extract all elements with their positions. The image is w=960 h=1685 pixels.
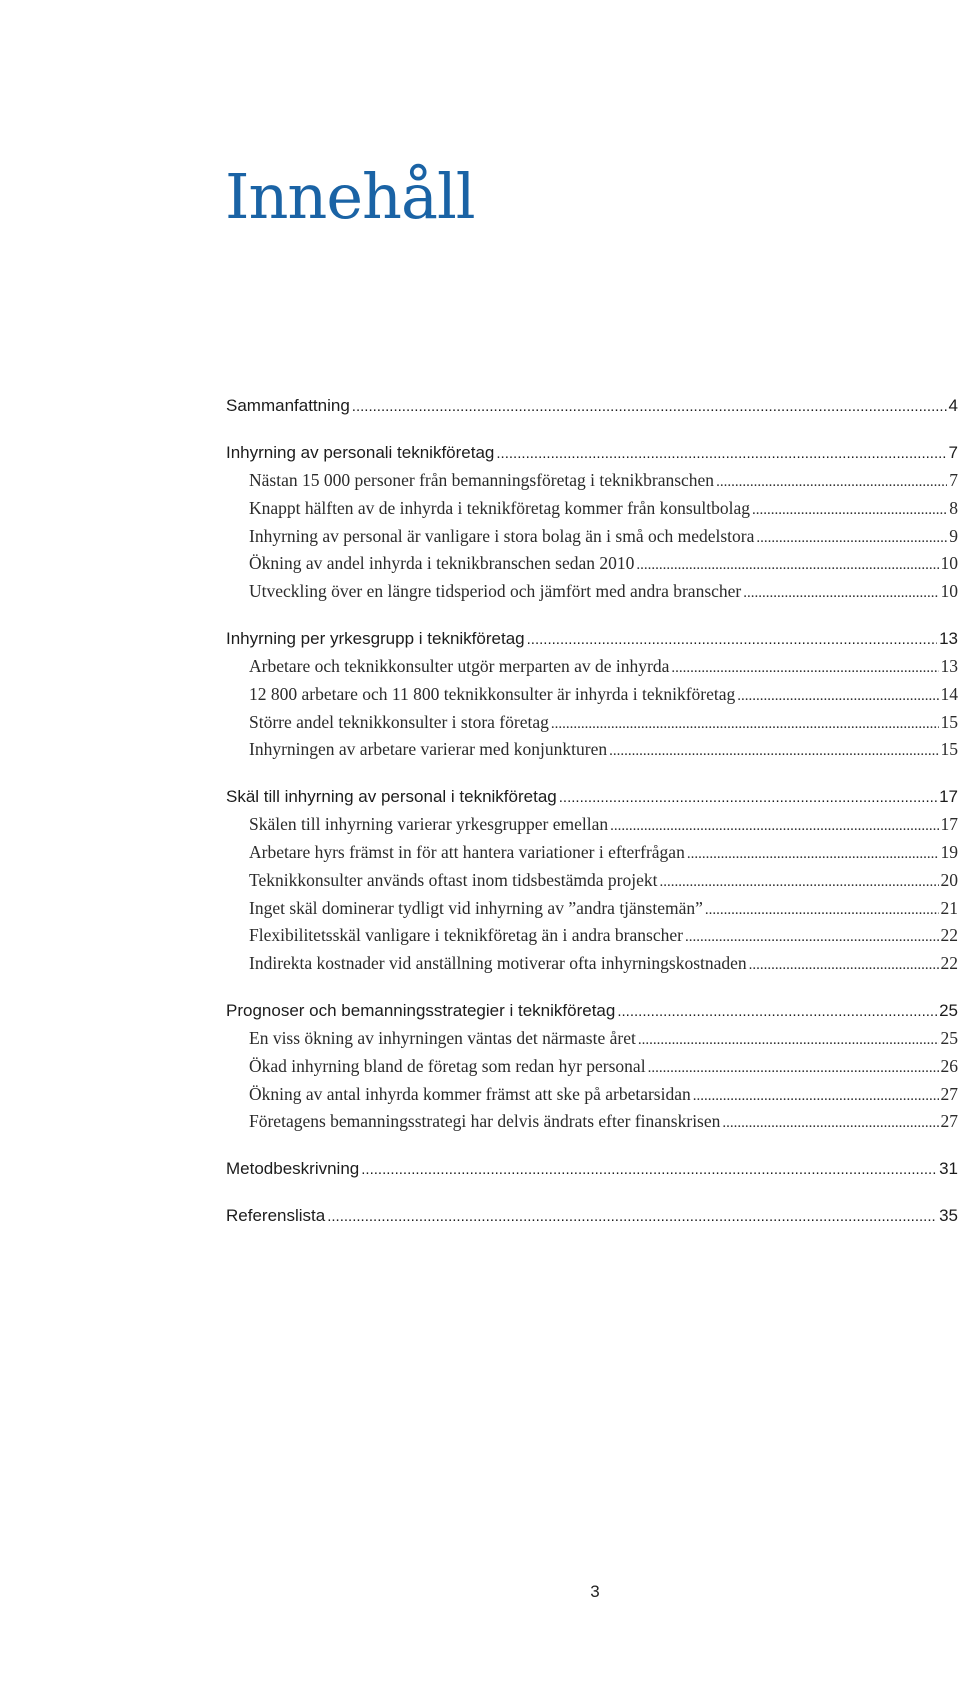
toc-chapter-entry[interactable] (226, 783, 958, 811)
toc-entry-page: 22 (940, 953, 958, 974)
toc-chapter-entry[interactable] (226, 625, 958, 653)
toc-entry-title: Utveckling över en längre tidsperiod och jämfört med andra branscher (249, 581, 742, 602)
toc-entry-title: En viss ökning av inhyrningen väntas det närmaste året (249, 1027, 636, 1048)
toc-entry-title: Ökning av antal inhyrda kommer främst att ske på arbetarsidan (249, 1083, 691, 1104)
toc-subsection-entry[interactable] (226, 1053, 958, 1081)
toc-entry-page: 27 (940, 1083, 958, 1104)
toc-entry-page: 15 (940, 711, 958, 732)
dot-leader (756, 531, 947, 546)
toc-chapter-entry[interactable] (226, 392, 958, 420)
toc-section (226, 1202, 958, 1230)
toc-subsection-entry[interactable] (226, 523, 958, 551)
toc-entry-page: 13 (939, 628, 958, 648)
toc-subsection-entry[interactable] (226, 1081, 958, 1109)
toc-section (226, 392, 958, 420)
toc-entry-page: 25 (940, 1027, 958, 1048)
toc-entry-page: 20 (940, 869, 958, 890)
toc-chapter-entry[interactable] (226, 439, 958, 467)
dot-leader (496, 446, 946, 461)
dot-leader (705, 903, 939, 918)
toc-entry-page: 9 (949, 525, 958, 546)
dot-leader (638, 1033, 939, 1048)
dot-leader (527, 632, 937, 647)
table-of-contents (226, 392, 958, 1249)
toc-entry-title: Inhyrning av personali teknikföretag (226, 443, 495, 462)
toc-entry-page: 7 (949, 470, 958, 490)
dot-leader (361, 1162, 937, 1177)
toc-entry-title: Arbetare och teknikkonsulter utgör merparten av de inhyrda (249, 655, 670, 676)
dot-leader (648, 1061, 939, 1076)
toc-entry-title: Ökning av andel inhyrda i teknikbranschen sedan 2010 (249, 553, 635, 574)
dot-leader (671, 661, 938, 676)
toc-subsection-entry[interactable] (226, 709, 958, 737)
toc-entry-page: 13 (940, 655, 958, 676)
toc-subsection-entry[interactable] (226, 1108, 958, 1136)
toc-entry-title: Inhyrning av personal är vanligare i stora bolag än i små och medelstora (249, 525, 755, 546)
toc-entry-title: Företagens bemanningsstrategi har delvis ändrats efter finanskrisen (249, 1111, 721, 1132)
toc-entry-page: 15 (940, 739, 958, 760)
toc-subsection-entry[interactable] (226, 495, 958, 523)
toc-subsection-entry[interactable] (226, 950, 958, 978)
toc-subsection-entry[interactable] (226, 895, 958, 923)
toc-entry-title: Skäl till inhyrning av personal i teknikföretag (226, 787, 557, 807)
toc-entry-title: Inhyrning per yrkesgrupp i teknikföretag (226, 628, 525, 648)
toc-entry-title: Större andel teknikkonsulter i stora företag (249, 711, 549, 732)
toc-section (226, 439, 958, 606)
toc-entry-title: Flexibilitetsskäl vanligare i teknikföretag än i andra branscher (249, 925, 683, 946)
toc-subsection-entry[interactable] (226, 681, 958, 709)
toc-entry-page: 21 (940, 897, 958, 918)
toc-entry-page: 25 (939, 1000, 958, 1020)
toc-section (226, 783, 958, 978)
toc-entry-title: Inget skäl dominerar tydligt vid inhyrning av ”andra tjänstemän” (249, 897, 703, 918)
toc-entry-title: Ökad inhyrning bland de företag som redan hyr personal (249, 1055, 646, 1076)
toc-subsection-entry[interactable] (226, 467, 958, 495)
toc-entry-page: 22 (940, 925, 958, 946)
toc-entry-title: 12 800 arbetare och 11 800 teknikkonsulter är inhyrda i teknikföretag (249, 683, 736, 704)
toc-entry-page: 27 (940, 1111, 958, 1132)
dot-leader (327, 1209, 937, 1224)
toc-entry-page: 17 (940, 814, 958, 835)
toc-subsection-entry[interactable] (226, 1025, 958, 1053)
dot-leader (551, 717, 939, 732)
toc-entry-title: Sammanfattning (226, 396, 350, 415)
toc-entry-title: Metodbeskrivning (226, 1159, 360, 1179)
dot-leader (617, 1004, 937, 1019)
toc-entry-title: Inhyrningen av arbetare varierar med konjunkturen (249, 739, 608, 760)
toc-entry-page: 8 (949, 497, 958, 518)
toc-entry-page: 7 (948, 443, 958, 462)
toc-chapter-entry[interactable] (226, 997, 958, 1025)
toc-entry-title: Arbetare hyrs främst in för att hantera variationer i efterfrågan (249, 841, 685, 862)
toc-entry-title: Knappt hälften av de inhyrda i teknikföretag kommer från konsultbolag (249, 497, 751, 518)
dot-leader (737, 689, 938, 704)
dot-leader (352, 399, 947, 414)
toc-entry-page: 14 (940, 683, 958, 704)
toc-entry-page: 10 (940, 553, 958, 574)
toc-chapter-entry[interactable] (226, 1202, 958, 1230)
dot-leader (685, 930, 939, 945)
toc-chapter-entry[interactable] (226, 1155, 958, 1183)
dot-leader (636, 558, 938, 573)
dot-leader (749, 958, 939, 973)
toc-subsection-entry[interactable] (226, 550, 958, 578)
toc-entry-page: 26 (940, 1055, 958, 1076)
dot-leader (693, 1089, 939, 1104)
dot-leader (609, 744, 938, 759)
dot-leader (687, 847, 939, 862)
toc-entry-page: 35 (939, 1206, 958, 1226)
page-number: 3 (590, 1582, 600, 1601)
page-title: Innehåll (225, 160, 475, 233)
dot-leader (610, 819, 938, 834)
dot-leader (559, 790, 937, 805)
toc-subsection-entry[interactable] (226, 736, 958, 764)
dot-leader (716, 475, 947, 490)
toc-entry-title: Referenslista (226, 1206, 326, 1226)
toc-section (226, 1155, 958, 1183)
toc-entry-page: 4 (948, 396, 958, 415)
toc-entry-page: 10 (940, 581, 958, 602)
toc-entry-title: Teknikkonsulter används oftast inom tidsbestämda projekt (249, 869, 658, 890)
toc-subsection-entry[interactable] (226, 867, 958, 895)
toc-subsection-entry[interactable] (226, 922, 958, 950)
dot-leader (722, 1116, 938, 1131)
dot-leader (743, 586, 938, 601)
dot-leader (752, 503, 947, 518)
toc-section (226, 625, 958, 764)
toc-subsection-entry[interactable] (226, 578, 958, 606)
toc-entry-page: 19 (940, 841, 958, 862)
toc-entry-title: Indirekta kostnader vid anställning motiverar ofta inhyrningskostnaden (249, 953, 747, 974)
toc-entry-title: Prognoser och bemanningsstrategier i teknikföretag (226, 1000, 616, 1020)
toc-entry-page: 31 (939, 1159, 958, 1179)
toc-entry-title: Skälen till inhyrning varierar yrkesgrupper emellan (249, 814, 609, 835)
toc-subsection-entry[interactable] (226, 811, 958, 839)
dot-leader (660, 875, 939, 890)
toc-subsection-entry[interactable] (226, 653, 958, 681)
toc-section (226, 997, 958, 1136)
toc-entry-title: Nästan 15 000 personer från bemanningsföretag i teknikbranschen (249, 470, 715, 490)
toc-entry-page: 17 (939, 787, 958, 807)
toc-subsection-entry[interactable] (226, 839, 958, 867)
